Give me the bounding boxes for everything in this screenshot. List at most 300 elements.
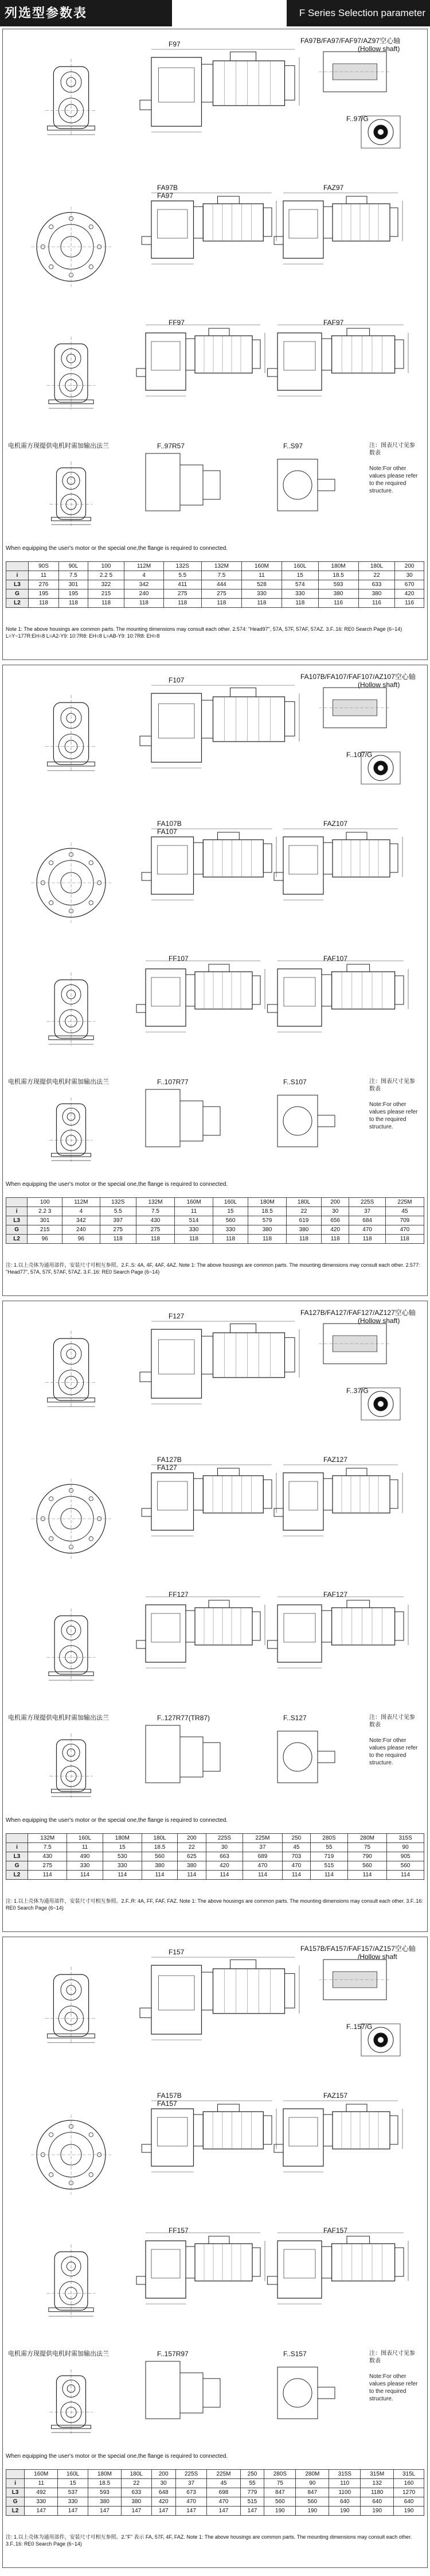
table-cell: 116 bbox=[318, 599, 358, 608]
table-row bbox=[6, 2497, 424, 2507]
table-cell: 190 bbox=[296, 2507, 329, 2516]
table-cell: 22 bbox=[122, 2479, 152, 2488]
table-cell: 380 bbox=[318, 589, 358, 599]
table-cell: 315M bbox=[361, 2470, 394, 2479]
fa-label: FA127 bbox=[157, 1464, 177, 1472]
table-cell: 380 bbox=[248, 1225, 287, 1235]
table-cell: 118 bbox=[163, 599, 201, 608]
s-combo-label: F..S97 bbox=[283, 442, 303, 450]
table-cell: 195 bbox=[28, 589, 58, 599]
hollow-shaft-title: FA157B/FA157/FAF157/AZ157空心轴 bbox=[300, 1945, 416, 1953]
table-cell: 180M bbox=[88, 2470, 121, 2479]
table-cell: 114 bbox=[243, 1871, 282, 1880]
table-cell: 118 bbox=[282, 599, 319, 608]
row-header: L2 bbox=[6, 1235, 28, 1244]
table-cell: 114 bbox=[178, 1871, 206, 1880]
section-f127 bbox=[2, 1301, 428, 1932]
table-cell: 420 bbox=[151, 2497, 175, 2507]
table-cell: 342 bbox=[124, 580, 163, 589]
table-cell: 118 bbox=[59, 599, 88, 608]
table-cell: 250 bbox=[282, 1834, 310, 1843]
table-cell: 7.5 bbox=[59, 571, 88, 580]
table-cell: 45 bbox=[207, 2479, 240, 2488]
row-header: i bbox=[6, 1843, 28, 1852]
table-cell: 160L bbox=[67, 1834, 103, 1843]
table-cell: 330 bbox=[103, 1861, 142, 1871]
faz-label: FAZ127 bbox=[323, 1456, 348, 1464]
table-row bbox=[6, 1235, 424, 1244]
table-cell: 147 bbox=[58, 2507, 88, 2516]
table-cell: 560 bbox=[387, 1861, 424, 1871]
dimension-note-en: Note:For other values please refer to the required structure. bbox=[369, 1101, 418, 1130]
table-cell: 1180 bbox=[361, 2488, 394, 2497]
table-cell: 118 bbox=[201, 599, 241, 608]
table-cell: 116 bbox=[395, 599, 424, 608]
page-title-en: F Series Selection parameter table bbox=[287, 0, 430, 26]
ff-label: FF157 bbox=[169, 2226, 189, 2234]
table-cell: 444 bbox=[201, 580, 241, 589]
hollow-shaft-subtitle: /Hollow shaft bbox=[358, 1953, 397, 1961]
row-header: L2 bbox=[6, 599, 29, 608]
table-cell: 45 bbox=[282, 1843, 310, 1852]
table-cell: 18.5 bbox=[248, 1207, 287, 1216]
table-cell: 225M bbox=[243, 1834, 282, 1843]
table-cell: 147 bbox=[175, 2507, 207, 2516]
table-cell: 96 bbox=[28, 1235, 62, 1244]
table-cell: 633 bbox=[122, 2488, 152, 2497]
page-title-cn: 列选型参数表 bbox=[0, 0, 172, 26]
table-cell: 116 bbox=[358, 599, 395, 608]
table-cell: 905 bbox=[387, 1852, 424, 1861]
table-cell: 160L bbox=[58, 2470, 88, 2479]
ff-label: FF97 bbox=[169, 319, 185, 327]
table-cell: 7.5 bbox=[28, 1843, 67, 1852]
row-header: L3 bbox=[6, 1852, 28, 1861]
gearbox-drawing-f127 bbox=[2, 1301, 428, 1817]
table-cell: 515 bbox=[240, 2497, 264, 2507]
motor-caption: When equipping the user's motor or the special one,the flange is required to connected. bbox=[6, 1181, 228, 1188]
dimension-note-en: Note:For other values please refer to the required structure. bbox=[369, 465, 418, 494]
table-cell: 709 bbox=[385, 1216, 424, 1225]
table-cell: 470 bbox=[385, 1225, 424, 1235]
table-cell: 96 bbox=[62, 1235, 100, 1244]
hollow-shaft-subtitle: (Hollow shaft) bbox=[358, 681, 400, 689]
s-combo-label: F..S127 bbox=[283, 1714, 307, 1722]
table-cell: 1100 bbox=[329, 2488, 361, 2497]
table-row bbox=[6, 571, 424, 580]
table-cell: 118 bbox=[124, 599, 163, 608]
table-cell: 118 bbox=[213, 1235, 248, 1244]
table-cell: 420 bbox=[321, 1225, 349, 1235]
table-cell: 4 bbox=[124, 571, 163, 580]
table-cell: 430 bbox=[136, 1216, 174, 1225]
table-cell: 560 bbox=[296, 2497, 329, 2507]
table-cell: 470 bbox=[243, 1861, 282, 1871]
motor-caption: When equipping the user's motor or the special one,the flange is required to connected. bbox=[6, 1817, 228, 1824]
table-cell: 5.5 bbox=[163, 571, 201, 580]
spec-table bbox=[6, 561, 424, 608]
table-cell: 240 bbox=[124, 589, 163, 599]
table-cell: 37 bbox=[349, 1207, 385, 1216]
table-cell: 411 bbox=[163, 580, 201, 589]
table-row bbox=[6, 1834, 424, 1843]
table-cell: 430 bbox=[28, 1852, 67, 1861]
table-cell: 275 bbox=[100, 1225, 136, 1235]
table-cell: 560 bbox=[264, 2497, 296, 2507]
g-variant-label: F..97/G bbox=[346, 115, 369, 123]
table-cell: 380 bbox=[358, 589, 395, 599]
table-cell: 90 bbox=[296, 2479, 329, 2488]
table-cell: 160M bbox=[175, 1198, 213, 1207]
table-cell: 18.5 bbox=[318, 571, 358, 580]
table-cell: 670 bbox=[395, 580, 424, 589]
table-cell: 118 bbox=[287, 1235, 322, 1244]
table-cell: 132 bbox=[361, 2479, 394, 2488]
gearbox-drawing-f157 bbox=[2, 1937, 428, 2453]
table-cell: 11 bbox=[67, 1843, 103, 1852]
table-cell: 579 bbox=[248, 1216, 287, 1225]
table-cell: 147 bbox=[151, 2507, 175, 2516]
table-cell: 225M bbox=[385, 1198, 424, 1207]
table-row bbox=[6, 2488, 424, 2497]
row-header bbox=[6, 1834, 28, 1843]
table-cell: 397 bbox=[100, 1216, 136, 1225]
table-row bbox=[6, 580, 424, 589]
table-cell: 560 bbox=[347, 1861, 386, 1871]
table-cell: 118 bbox=[175, 1235, 213, 1244]
table-cell: 147 bbox=[240, 2507, 264, 2516]
motor-flange-note-cn: 电机需方现提供电机时需加输出法兰 bbox=[8, 1714, 109, 1721]
table-footnote: 注: 1.以上壳体为通用部件，安装尺寸可相互参照。2.F..R: 4A, FF, FAF, FAZ. Note 1: The above housings are common parts. The mounting dimensions may consult each other. 3.F..16: RE0 Search Page (6~14) bbox=[6, 1898, 423, 1911]
table-cell: 5.5 bbox=[100, 1207, 136, 1216]
table-cell: 112M bbox=[62, 1198, 100, 1207]
table-cell: 22 bbox=[287, 1207, 322, 1216]
fa-b-label: FA157B bbox=[157, 2092, 182, 2100]
table-row bbox=[6, 2507, 424, 2516]
table-cell: 530 bbox=[103, 1852, 142, 1861]
table-cell: 180L bbox=[142, 1834, 178, 1843]
table-cell: 380 bbox=[178, 1861, 206, 1871]
table-cell: 663 bbox=[206, 1852, 243, 1861]
spec-table bbox=[6, 2469, 424, 2516]
table-cell: 593 bbox=[318, 580, 358, 589]
hollow-shaft-subtitle: (Hollow shaft) bbox=[358, 45, 400, 53]
table-cell: 225S bbox=[206, 1834, 243, 1843]
dimension-note-cn: 注：图表尺寸见参数表 bbox=[369, 1714, 415, 1728]
row-header: G bbox=[6, 2497, 25, 2507]
table-row bbox=[6, 1843, 424, 1852]
faf-label: FAF97 bbox=[323, 319, 344, 327]
table-cell: 315S bbox=[387, 1834, 424, 1843]
r-combo-label: F..97R57 bbox=[157, 442, 185, 450]
table-cell: 11 bbox=[241, 571, 282, 580]
table-cell: 2.2 5 bbox=[88, 571, 124, 580]
table-cell: 90 bbox=[387, 1843, 424, 1852]
table-cell: 160L bbox=[282, 562, 319, 571]
table-cell: 276 bbox=[28, 580, 58, 589]
table-cell: 420 bbox=[395, 589, 424, 599]
hollow-shaft-subtitle: (Hollow shaft) bbox=[358, 1317, 400, 1325]
table-cell: 330 bbox=[175, 1225, 213, 1235]
r-combo-label: F..127R77(TR87) bbox=[157, 1714, 210, 1722]
table-cell: 132M bbox=[201, 562, 241, 571]
table-cell: 200 bbox=[178, 1834, 206, 1843]
table-cell: 180M bbox=[248, 1198, 287, 1207]
table-cell: 114 bbox=[347, 1871, 386, 1880]
table-cell: 490 bbox=[67, 1852, 103, 1861]
table-cell: 118 bbox=[321, 1235, 349, 1244]
table-cell: 18.5 bbox=[142, 1843, 178, 1852]
row-header: G bbox=[6, 589, 29, 599]
table-cell: 560 bbox=[213, 1216, 248, 1225]
table-cell: 593 bbox=[88, 2488, 121, 2497]
table-cell: 118 bbox=[88, 599, 124, 608]
ff-label: FF107 bbox=[169, 955, 189, 963]
r-combo-label: F..107R77 bbox=[157, 1078, 189, 1086]
table-row bbox=[6, 589, 424, 599]
table-cell: 110 bbox=[329, 2479, 361, 2488]
table-cell: 15 bbox=[213, 1207, 248, 1216]
table-cell: 537 bbox=[58, 2488, 88, 2497]
table-cell: 275 bbox=[201, 589, 241, 599]
table-cell: 22 bbox=[178, 1843, 206, 1852]
table-cell: 380 bbox=[142, 1861, 178, 1871]
table-cell: 132M bbox=[136, 1198, 174, 1207]
table-cell: 55 bbox=[240, 2479, 264, 2488]
table-cell: 322 bbox=[88, 580, 124, 589]
table-cell: 90L bbox=[59, 562, 88, 571]
table-cell: 515 bbox=[311, 1861, 348, 1871]
table-cell: 160 bbox=[394, 2479, 424, 2488]
table-cell: 275 bbox=[28, 1861, 67, 1871]
row-header: L3 bbox=[6, 580, 29, 589]
faz-label: FAZ97 bbox=[323, 184, 344, 192]
table-cell: 160L bbox=[213, 1198, 248, 1207]
table-cell: 684 bbox=[349, 1216, 385, 1225]
table-cell: 112M bbox=[124, 562, 163, 571]
table-cell: 656 bbox=[321, 1216, 349, 1225]
table-cell: 847 bbox=[264, 2488, 296, 2497]
table-cell: 640 bbox=[329, 2497, 361, 2507]
table-cell: 703 bbox=[282, 1852, 310, 1861]
faf-label: FAF107 bbox=[323, 955, 348, 963]
fa-label: FA157 bbox=[157, 2100, 177, 2108]
table-cell: 190 bbox=[361, 2507, 394, 2516]
table-cell: 380 bbox=[287, 1225, 322, 1235]
table-cell: 698 bbox=[207, 2488, 240, 2497]
gearbox-drawing-f107 bbox=[2, 665, 428, 1181]
spec-table bbox=[6, 1833, 424, 1880]
table-cell: 330 bbox=[25, 2497, 58, 2507]
model-label: F127 bbox=[169, 1312, 185, 1320]
table-cell: 45 bbox=[385, 1207, 424, 1216]
table-cell: 1270 bbox=[394, 2488, 424, 2497]
fa-label: FA97 bbox=[157, 192, 174, 200]
table-cell: 100 bbox=[88, 562, 124, 571]
table-row bbox=[6, 1871, 424, 1880]
table-cell: 100 bbox=[28, 1198, 62, 1207]
faz-label: FAZ107 bbox=[323, 820, 348, 828]
table-cell: 280S bbox=[264, 2470, 296, 2479]
table-cell: 180L bbox=[122, 2470, 152, 2479]
table-cell: 648 bbox=[151, 2488, 175, 2497]
table-cell: 779 bbox=[240, 2488, 264, 2497]
table-cell: 492 bbox=[25, 2488, 58, 2497]
table-cell: 118 bbox=[28, 599, 58, 608]
table-cell: 200 bbox=[151, 2470, 175, 2479]
table-cell: 114 bbox=[142, 1871, 178, 1880]
table-cell: 470 bbox=[175, 2497, 207, 2507]
table-cell: 689 bbox=[243, 1852, 282, 1861]
dimension-note-en: Note:For other values please refer to the required structure. bbox=[369, 1737, 418, 1766]
table-cell: 380 bbox=[88, 2497, 121, 2507]
g-variant-label: F..157/G bbox=[346, 2023, 373, 2031]
motor-flange-note-cn: 电机需方现提供电机时需加输出法兰 bbox=[8, 1078, 109, 1085]
table-cell: 132S bbox=[163, 562, 201, 571]
row-header bbox=[6, 562, 29, 571]
table-cell: 330 bbox=[67, 1861, 103, 1871]
table-cell: 200 bbox=[321, 1198, 349, 1207]
table-cell: 619 bbox=[287, 1216, 322, 1225]
table-row bbox=[6, 1225, 424, 1235]
table-cell: 301 bbox=[59, 580, 88, 589]
table-cell: 280M bbox=[347, 1834, 386, 1843]
table-cell: 180L bbox=[287, 1198, 322, 1207]
row-header: G bbox=[6, 1861, 28, 1871]
table-cell: 118 bbox=[241, 599, 282, 608]
row-header: L3 bbox=[6, 2488, 25, 2497]
table-cell: 190 bbox=[329, 2507, 361, 2516]
table-cell: 18.5 bbox=[88, 2479, 121, 2488]
table-row bbox=[6, 1216, 424, 1225]
table-cell: 75 bbox=[264, 2479, 296, 2488]
table-cell: 114 bbox=[103, 1871, 142, 1880]
table-cell: 420 bbox=[206, 1861, 243, 1871]
hollow-shaft-title: FA97B/FA97/FAF97/AZ97空心轴 bbox=[300, 37, 401, 45]
table-cell: 640 bbox=[394, 2497, 424, 2507]
table-cell: 240 bbox=[62, 1225, 100, 1235]
table-footnote: Note 1: The above housings are common parts. The mounting dimensions may consult each other. 2.574: "Head97", 57A, 57F, 57AF, 57AZ. 3.F..16: RE0 Search Page (6~14) L=Y~177R:EH=8 L=A2-Y9: 10:7R8: EH=8 L=AB-Y9: 10:7R8: EH=8 bbox=[6, 626, 402, 639]
g-variant-label: F..37/G bbox=[346, 1387, 369, 1395]
table-row bbox=[6, 1198, 424, 1207]
motor-flange-note-cn: 电机需方现提供电机时需加输出法兰 bbox=[8, 2350, 109, 2357]
table-cell: 114 bbox=[67, 1871, 103, 1880]
table-row bbox=[6, 599, 424, 608]
table-cell: 11 bbox=[28, 571, 58, 580]
table-cell: 275 bbox=[163, 589, 201, 599]
table-cell: 342 bbox=[62, 1216, 100, 1225]
row-header: G bbox=[6, 1225, 28, 1235]
table-cell: 330 bbox=[282, 589, 319, 599]
row-header bbox=[6, 1198, 28, 1207]
table-cell: 118 bbox=[349, 1235, 385, 1244]
table-cell: 160M bbox=[241, 562, 282, 571]
table-cell: 470 bbox=[349, 1225, 385, 1235]
table-cell: 528 bbox=[241, 580, 282, 589]
table-cell: 625 bbox=[178, 1852, 206, 1861]
table-cell: 132M bbox=[28, 1834, 67, 1843]
table-cell: 114 bbox=[28, 1871, 67, 1880]
table-cell: 147 bbox=[122, 2507, 152, 2516]
table-cell: 301 bbox=[28, 1216, 62, 1225]
table-cell: 315L bbox=[394, 2470, 424, 2479]
table-cell: 30 bbox=[395, 571, 424, 580]
table-cell: 147 bbox=[207, 2507, 240, 2516]
row-header: L3 bbox=[6, 1216, 28, 1225]
table-cell: 132S bbox=[100, 1198, 136, 1207]
table-cell: 11 bbox=[25, 2479, 58, 2488]
row-header: L2 bbox=[6, 1871, 28, 1880]
dimension-note-en: Note:For other values please refer to the required structure. bbox=[369, 2373, 418, 2402]
table-cell: 215 bbox=[88, 589, 124, 599]
hollow-shaft-title: FA107B/FA107/FAF107/AZ107空心轴 bbox=[300, 673, 416, 681]
table-cell: 118 bbox=[385, 1235, 424, 1244]
fa-b-label: FA127B bbox=[157, 1456, 182, 1464]
table-cell: 215 bbox=[28, 1225, 62, 1235]
table-cell: 118 bbox=[136, 1235, 174, 1244]
table-row bbox=[6, 2470, 424, 2479]
table-cell: 15 bbox=[282, 571, 319, 580]
table-row bbox=[6, 1852, 424, 1861]
row-header: L2 bbox=[6, 2507, 25, 2516]
table-cell: 114 bbox=[311, 1871, 348, 1880]
g-variant-label: F..107/G bbox=[346, 751, 373, 759]
table-footnote: 注: 1.以上壳体为通用部件，安装尺寸可相互参照。2.F..S: 4A, 4F, 4AF, 4AZ. Note 1: The above housings are common parts. The mounting dimensions may consult each other. 2.577: "Head77", 57A, 57F, 57AF, 57AZ. 3.F..16: RE0 Search Page (6~14) bbox=[6, 1262, 420, 1275]
table-cell: 114 bbox=[387, 1871, 424, 1880]
table-cell: 160M bbox=[25, 2470, 58, 2479]
table-cell: 633 bbox=[358, 580, 395, 589]
table-footnote: 注: 1.以上壳体为通用部件，安装尺寸可相互参照。2."F" 表示 FA, 57F, 4F, FAZ. Note 1: The above housings are common parts. The mounting dimensions may consult each other. 3.F..16: RE0 Search Page (6~14) bbox=[6, 2534, 412, 2547]
dimension-note-cn: 注：图表尺寸见参数表 bbox=[369, 443, 415, 456]
table-cell: 470 bbox=[207, 2497, 240, 2507]
table-cell: 147 bbox=[88, 2507, 121, 2516]
table-row bbox=[6, 2479, 424, 2488]
table-cell: 11 bbox=[175, 1207, 213, 1216]
table-cell: 574 bbox=[282, 580, 319, 589]
model-label: F107 bbox=[169, 676, 185, 684]
table-cell: 147 bbox=[25, 2507, 58, 2516]
table-cell: 280S bbox=[311, 1834, 348, 1843]
table-cell: 560 bbox=[142, 1852, 178, 1861]
table-cell: 180L bbox=[358, 562, 395, 571]
row-header bbox=[6, 2470, 25, 2479]
faf-label: FAF157 bbox=[323, 2226, 348, 2234]
table-cell: 190 bbox=[394, 2507, 424, 2516]
table-cell: 200 bbox=[395, 562, 424, 571]
table-cell: 225S bbox=[175, 2470, 207, 2479]
table-cell: 114 bbox=[282, 1871, 310, 1880]
table-cell: 37 bbox=[243, 1843, 282, 1852]
section-f97 bbox=[2, 29, 428, 660]
table-cell: 15 bbox=[58, 2479, 88, 2488]
table-cell: 315S bbox=[329, 2470, 361, 2479]
table-cell: 22 bbox=[358, 571, 395, 580]
table-cell: 330 bbox=[58, 2497, 88, 2507]
section-f107 bbox=[2, 665, 428, 1296]
table-cell: 514 bbox=[175, 1216, 213, 1225]
table-cell: 790 bbox=[347, 1852, 386, 1861]
table-cell: 330 bbox=[213, 1225, 248, 1235]
model-label: F97 bbox=[169, 40, 181, 48]
table-cell: 719 bbox=[311, 1852, 348, 1861]
s-combo-label: F..S157 bbox=[283, 2350, 307, 2358]
s-combo-label: F..S107 bbox=[283, 1078, 307, 1086]
ff-label: FF127 bbox=[169, 1590, 189, 1599]
table-cell: 75 bbox=[347, 1843, 386, 1852]
table-cell: 30 bbox=[206, 1843, 243, 1852]
table-cell: 4 bbox=[62, 1207, 100, 1216]
table-cell: 380 bbox=[122, 2497, 152, 2507]
